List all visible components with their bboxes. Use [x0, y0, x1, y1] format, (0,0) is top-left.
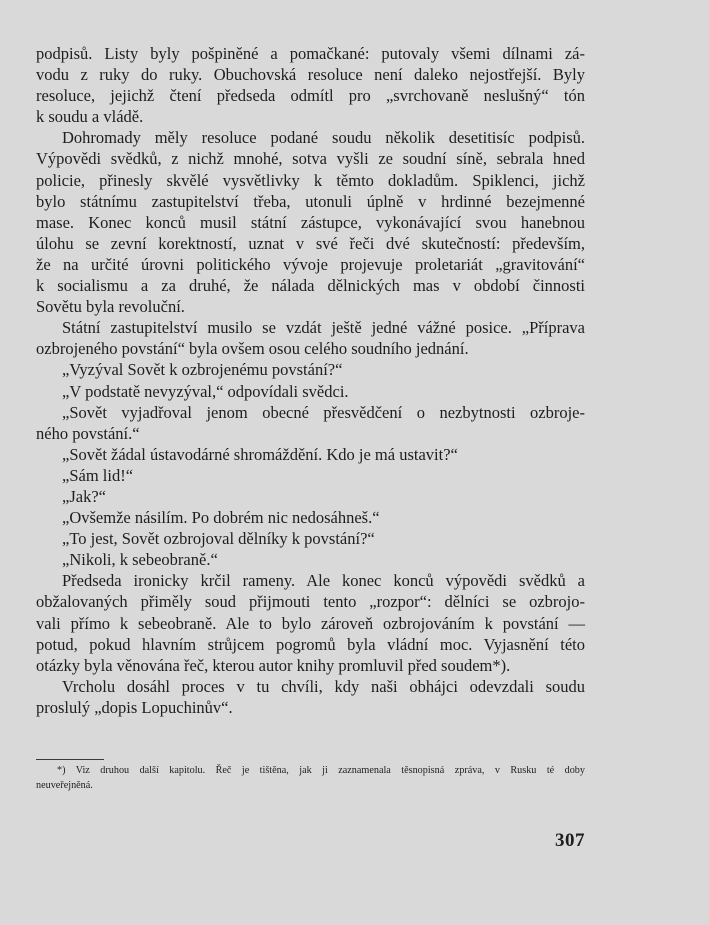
- text-line: otázky byla věnována řeč, kterou autor knihy promluvil před soudem*).: [36, 655, 511, 675]
- text-line: „Sovět vyjadřoval jenom obecné přesvědčení o nezbytnosti ozbroje-: [62, 402, 585, 422]
- text-line: „To jest, Sovět ozbrojoval dělníky k povstání?“: [62, 529, 375, 549]
- text-line: Sovětu byla revoluční.: [36, 297, 185, 317]
- text-line: „Sám lid!“: [62, 465, 134, 485]
- page-number: 307: [555, 830, 585, 851]
- footnote-line: neuveřejněná.: [36, 780, 93, 791]
- text-line: vodu z ruky do ruky. Obuchovská resoluce není daleko nejostřejší. Byly: [36, 65, 585, 85]
- text-line: potud, pokud hlavním strůjcem pogromů byla vládní moc. Vyjasnění této: [36, 634, 585, 654]
- text-line: „V podstatě nevyzýval,“ odpovídali svědci.: [62, 381, 349, 401]
- text-line: bylo státnímu zastupitelství třeba, utonuli úplně v hrdinné bezejmenné: [36, 191, 585, 211]
- footnote-line: *) Viz druhou další kapitolu. Řeč je tištěna, jak ji zaznamenala těsnopisná zpráva, v Rusku té doby: [57, 765, 585, 776]
- text-line: k soudu a vládě.: [36, 107, 144, 127]
- text-line: „Jak?“: [62, 486, 106, 506]
- footnote: [36, 763, 585, 793]
- text-line: k socialismu a za druhé, že nálada dělnických mas v období činnosti: [36, 276, 585, 296]
- text-line: Výpovědi svědků, z nichž mnohé, sotva vyšli ze soudní síně, sebrala hned: [36, 149, 585, 169]
- text-line: úlohu se zevní korektností, uznat v své řeči dvé skutečností: především,: [36, 233, 585, 253]
- text-line: „Sovět žádal ústavodárné shromáždění. Kdo je má ustavit?“: [62, 444, 458, 464]
- text-line: „Ovšemže násilím. Po dobrém nic nedosáhneš.“: [62, 508, 380, 528]
- text-line: že na určité úrovni politického vývoje projevuje proletariát „gravitování“: [36, 254, 585, 274]
- text-line: ného povstání.“: [36, 423, 140, 443]
- text-line: ozbrojeného povstání“ byla ovšem osou celého soudního jednání.: [36, 339, 469, 359]
- text-line: resoluce, jejichž čtení předseda odmítl pro „svrchovaně neslušný“ tón: [36, 86, 585, 106]
- text-line: Dohromady měly resoluce podané soudu několik desetitisíc podpisů.: [62, 128, 585, 148]
- body-text: [36, 43, 585, 718]
- text-line: podpisů. Listy byly pošpiněné a pomačkané: putovaly všemi dílnami zá-: [36, 44, 585, 63]
- text-line: Předseda ironicky krčil rameny. Ale konec konců výpovědi svědků a: [62, 571, 585, 591]
- text-line: obžalovaných přiměly soud přijmouti tento „rozpor“: dělníci se ozbrojo-: [36, 592, 585, 612]
- text-line: mase. Konec konců musil státní zástupce, vykonávající svou hanebnou: [36, 212, 585, 232]
- text-line: „Nikoli, k sebeobraně.“: [62, 550, 218, 570]
- text-line: Vrcholu dosáhl proces v tu chvíli, kdy naši obhájci odevzdali soudu: [62, 676, 585, 696]
- text-line: policie, přinesly skvělé vysvětlivky k těmto dokladům. Spiklenci, jichž: [36, 170, 585, 190]
- text-line: „Vyzýval Sovět k ozbrojenému povstání?“: [62, 360, 343, 380]
- footnote-separator: [36, 759, 104, 760]
- text-line: proslulý „dopis Lopuchinův“.: [36, 697, 233, 717]
- text-line: Státní zastupitelství musilo se vzdát ještě jedné vážné posice. „Příprava: [62, 318, 585, 338]
- text-line: vali přímo k sebeobraně. Ale to bylo zároveň ozbrojováním k povstání —: [36, 613, 585, 633]
